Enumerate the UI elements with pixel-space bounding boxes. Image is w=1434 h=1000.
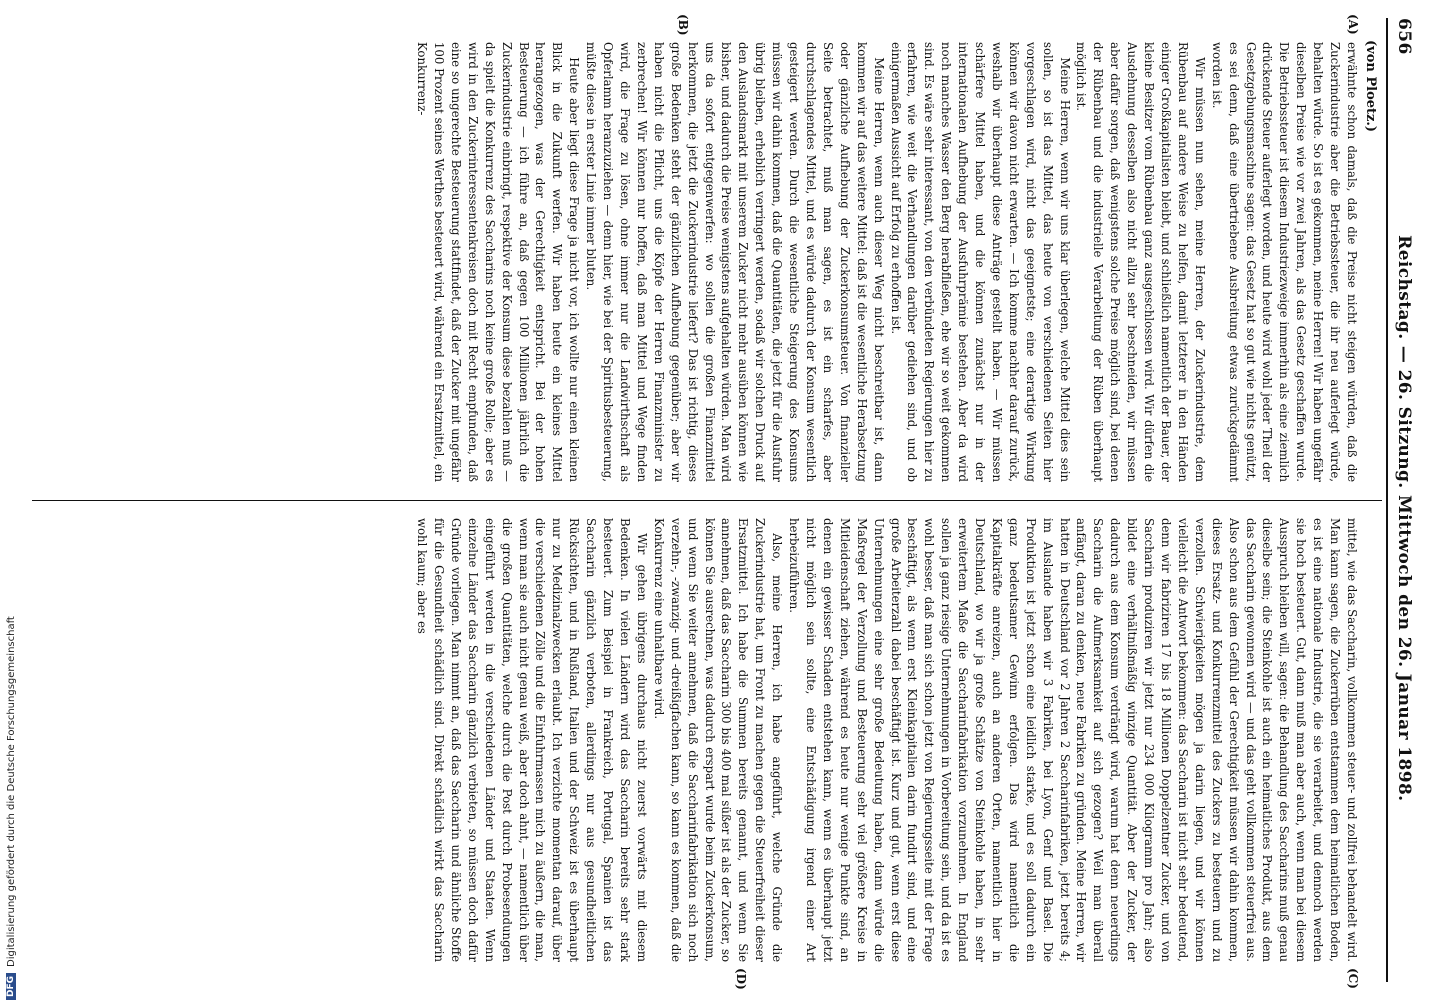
- page-title: Reichstag. — 26. Sitzung. Mittwoch den 26. Januar 1898.: [1394, 235, 1414, 802]
- dfg-logo: DFG: [6, 973, 16, 1000]
- margin-marker-c: (C): [1346, 968, 1360, 989]
- right-column: [30, 518, 1360, 962]
- credit-text: Digitalisierung gefördert durch die Deutsche Forschungsgemeinschaft: [5, 616, 17, 967]
- paragraph: Also, meine Herren, ich habe angeführt, welche Gründe die Zuckerindustrie hat, um Front zu machen gegen die Steuerfreiheit dieser Ersatzmittel. Ich habe die Summen bereits genannt, und wenn Sie annehmen, daß das Saccharin 300 bis 400 mal süßer ist als der Zucker, so können Sie ausrechnen, was dadurch erspart wurde beim Zuckerkonsum, und wenn Sie weiter annehmen, daß die Saccharinfabrikation sich noch verzehn-, -zwanzig- und -dreißigfachen kann, so kann es kommen, daß die Konkurrenz eine unhaltbare wird.: [651, 518, 785, 962]
- speaker-name: (von Ploetz.): [1363, 40, 1378, 133]
- left-column: [30, 42, 1360, 482]
- paragraph: Wir müssen nun sehen, meine Herren, der Zuckerindustrie, dem Rübenbau auf andere Weise zu helfen, damit letzterer in den Händen einiger Großkapitalisten bleibt, und schließlich namentlich der Bauer, der kleine Besitzer vom Rübenbau ganz ausgeschlossen wird. Wir dürfen die Ausdehnung desselben also nicht allzu sehr beschneiden, wir müssen aber dafür sorgen, daß wenigstens solche Preise möglich sind, bei denen der Rübenbau und die industrielle Verarbeitung der Rüben überhaupt möglich ist.: [1074, 42, 1207, 482]
- paragraph: erwähnte schon damals, daß die Preise nicht steigen würden, daß die Zuckerindustrie aber die Betriebssteuer, die ihr neu auferlegt würde, behalten würde. So ist es gekommen, meine Herren! Wir haben ungefähr dieselben Preise wie vor zwei Jahren, als das Gesetz geschaffen wurde. Die Betriebssteuer ist diesem Industriezweige immerhin als eine ziemlich drückende Steuer auferlegt worden, und heute wird wohl jeder Theil der Gesetzgebungsmaschine sagen: das Gesetz hat so gut wie nichts genützt, es sei denn, daß eine übertriebene Ausbreitung etwas zurückgedämmt worden ist.: [1209, 42, 1359, 482]
- column-divider: [32, 500, 1382, 501]
- margin-marker-d: (D): [734, 968, 748, 990]
- margin-marker-a: (A): [1346, 14, 1360, 35]
- paragraph: mittel, wie das Saccharin, vollkommen steuer- und zollfrei behandelt wird. Man kann sagen, die Zuckerrüben entstammen dem heimatlichen Boden, es ist eine nationale Industrie, die sie verarbeitet, und dennoch werden sie hoch besteuert. Gut, dann muß man aber auch, wenn man bei diesem Ausspruch bleiben will, sagen: die Behandlung des Saccharins muß genau dieselbe sein; die Steinkohle ist auch ein heimatliches Produkt, aus dem das Saccharin gewonnen wird — und das geht vollkommen steuerfrei aus. Also schon aus dem Gefühl der Gerechtigkeit müssen wir dahin kommen, dieses Ersatz- und Konkurrenzmittel des Zuckers zu besteuern und zu verzollen. Schwierigkeiten mögen ja darin liegen, und wir können vielleicht die Antwort bekommen: das Saccharin ist nicht sehr bedeutend, denn wir fabriziren 17 bis 18 Millionen Doppelzentner Zucker, und von Saccharin produziren wir jetzt nur 234 000 Kilogramm pro Jahr; also bildet eine verhältnißmäßig winzige Quantität. Aber der Zucker, der dadurch aus dem Konsum verdrängt wird, warum hat denn neuerdings Saccharin die Aufmerksamkeit auf sich gezogen? Weil man überall anfängt, daran zu denken, neue Fabriken zu gründen. Meine Herren, wir hatten in Deutschland vor 2 Jahren 2 Saccharinfabriken, jetzt bereits 4; im Auslande haben wir 3 Fabriken, bei Lyon, Genf und Basel. Die Produktion ist jetzt schon eine leidlich starke, und es soll dadurch ein ganz bedeutsamer Gewinn erfolgen. Das wird namentlich die Kapitalkräfte anreizen, auch an anderen Orten, namentlich hier in Deutschland, wo wir ja große Schätze von Steinkohle haben, in sehr erweitertem Maße die Saccharinfabrikation vorzunehmen. In England sollen ja ganz riesige Unternehmungen in Vorbereitung sein, und da ist es wohl besser, daß man sich schon jetzt von Regierungsseite mit der Frage beschäftigt, als wenn erst Kleinkapitalien darin fundirt sind, und eine große Arbeiterzahl dabei beschäftigt ist. Kurz und gut, wenn erst diese Unternehmungen eine sehr große Bedeutung haben, dann würde die Maßregel der Verzollung und Besteuerung sehr viel größere Kreise in Mitleidenschaft ziehen, während es heute nur wenige Punkte sind, an denen ein gewisser Schaden entstehen kann, wenn es überhaupt jetzt nicht möglich sein sollte, eine Entschädigung irgend einer Art herbeizuführen.: [787, 518, 1359, 962]
- page-number: 656: [1394, 18, 1414, 55]
- paragraph: Wir gehen übrigens durchaus nicht zuerst vorwärts mit diesem Bedenken. In vielen Ländern wird das Saccharin bereits sehr stark besteuert. Zum Beispiel in Frankreich, Portugal, Spanien ist das Saccharin gänzlich verboten, allerdings nur aus gesundheitlichen Rücksichten, und in Rußland, Italien und der Schweiz ist es überhaupt nur zu Medizinalzwecken erlaubt. Ich verzichte momentan darauf, über die verschiedenen Zölle und die Einfuhrmassen mich zu äußern, die man, wenn man sie auch nicht genau weiß, aber doch ahnt, — namentlich über die großen Quantitäten, welche durch die Post durch Probesendungen eingeführt werden in die verschiedenen Länder und Staaten. Wenn einzelne Länder das Saccharin gänzlich verbieten, so müssen doch dafür Gründe vorliegen. Man nimmt an, daß das Saccharin und ähnliche Stoffe für die Gesundheit schädlich sind. Direkt schädlich wirkt das Saccharin wohl kaum; aber es: [415, 518, 649, 962]
- margin-marker-b: (B): [676, 14, 690, 36]
- paragraph: Heute aber liegt diese Frage ja nicht vor, ich wollte nur einen kleinen Blick in die Zukunft werfen. Wir haben heute ein kleines Mittel herangezogen, was der Gerechtigkeit entspricht. Bei der hohen Besteuerung — ich führe an, daß gegen 100 Millionen jährlich die Zuckerindustrie einbringt, respektive der Konsum diese bezahlen muß — da spielt die Konkurrenz des Saccharins noch keine große Rolle; aber es wird in den Zuckerinteressentenkreisen doch mit Recht empfunden, daß eine so ungerechte Besteuerung stattfindet, daß der Zucker mit ungefähr 100 Prozent seines Werthes besteuert wird, während ein Ersatzmittel, ein Konkurrenz-: [415, 42, 582, 482]
- digitization-credit: [0, 0, 22, 1000]
- page-header: [1386, 18, 1414, 982]
- paragraph: Meine Herren, wenn wir uns klar überlegen, welche Mittel dies sein sollen, so ist das Mittel, das heute von verschiedenen Seiten hier vorgeschlagen wird, nicht das geeignetste; eine derartige Wirkung können wir davon nicht erwarten. — Ich komme nachher darauf zurück, weshalb wir überhaupt diese Anträge gestellt haben. — Wir müssen schärfere Mittel haben, und die können zunächst nur in der internationalen Aufhebung der Ausfuhrprämie bestehen. Aber da wird noch manches Wasser den Berg herabfließen, ehe wir so weit gekommen sind. Es wäre sehr interessant, von den verbündeten Regierungen hier zu erfahren, wie weit die Verhandlungen darüber gediehen sind, und ob einigermaßen Aussicht auf Erfolg zu erhoffen ist.: [888, 42, 1072, 482]
- paragraph: Meine Herren, wenn auch dieser Weg nicht beschreitbar ist, dann kommen wir auf das weitere Mittel: daß ist die wesentliche Herabsetzung oder gänzliche Aufhebung der Zuckerkonsumsteuer. Von finanzieller Seite betrachtet, muß man sagen, es ist ein scharfes, aber durchschlagendes Mittel, und es würde dadurch der Konsum wesentlich gesteigert werden. Durch die wesentliche Steigerung des Konsums müssen wir dahin kommen, daß die Quantitäten, die jetzt für die Ausfuhr übrig bleiben, erheblich verringert werden, sodaß wir solchen Druck auf den Auslandsmarkt mit unserem Zucker nicht mehr ausüben können wie bisher, und dadurch die Preise wenigstens aufgehalten würden. Man wird uns da sofort entgegenwerfen: wo sollen die großen Finanzmittel herkommen, die jetzt die Zuckerindustrie liefert? Das ist richtig, dieses große Bedenken steht der gänzlichen Aufhebung gegenüber; aber wir haben nicht die Pflicht, uns die Köpfe der Herren Finanzminister zu zerbrechen! Wir können nur hoffen, daß man Mittel und Wege finden wird, die Frage zu lösen, ohne immer nur die Landwirthschaft als Opferlamm heranzuziehen — denn hier, wie bei der Spiritusbesteuerung, müßte diese in erster Linie immer bluten.: [584, 42, 886, 482]
